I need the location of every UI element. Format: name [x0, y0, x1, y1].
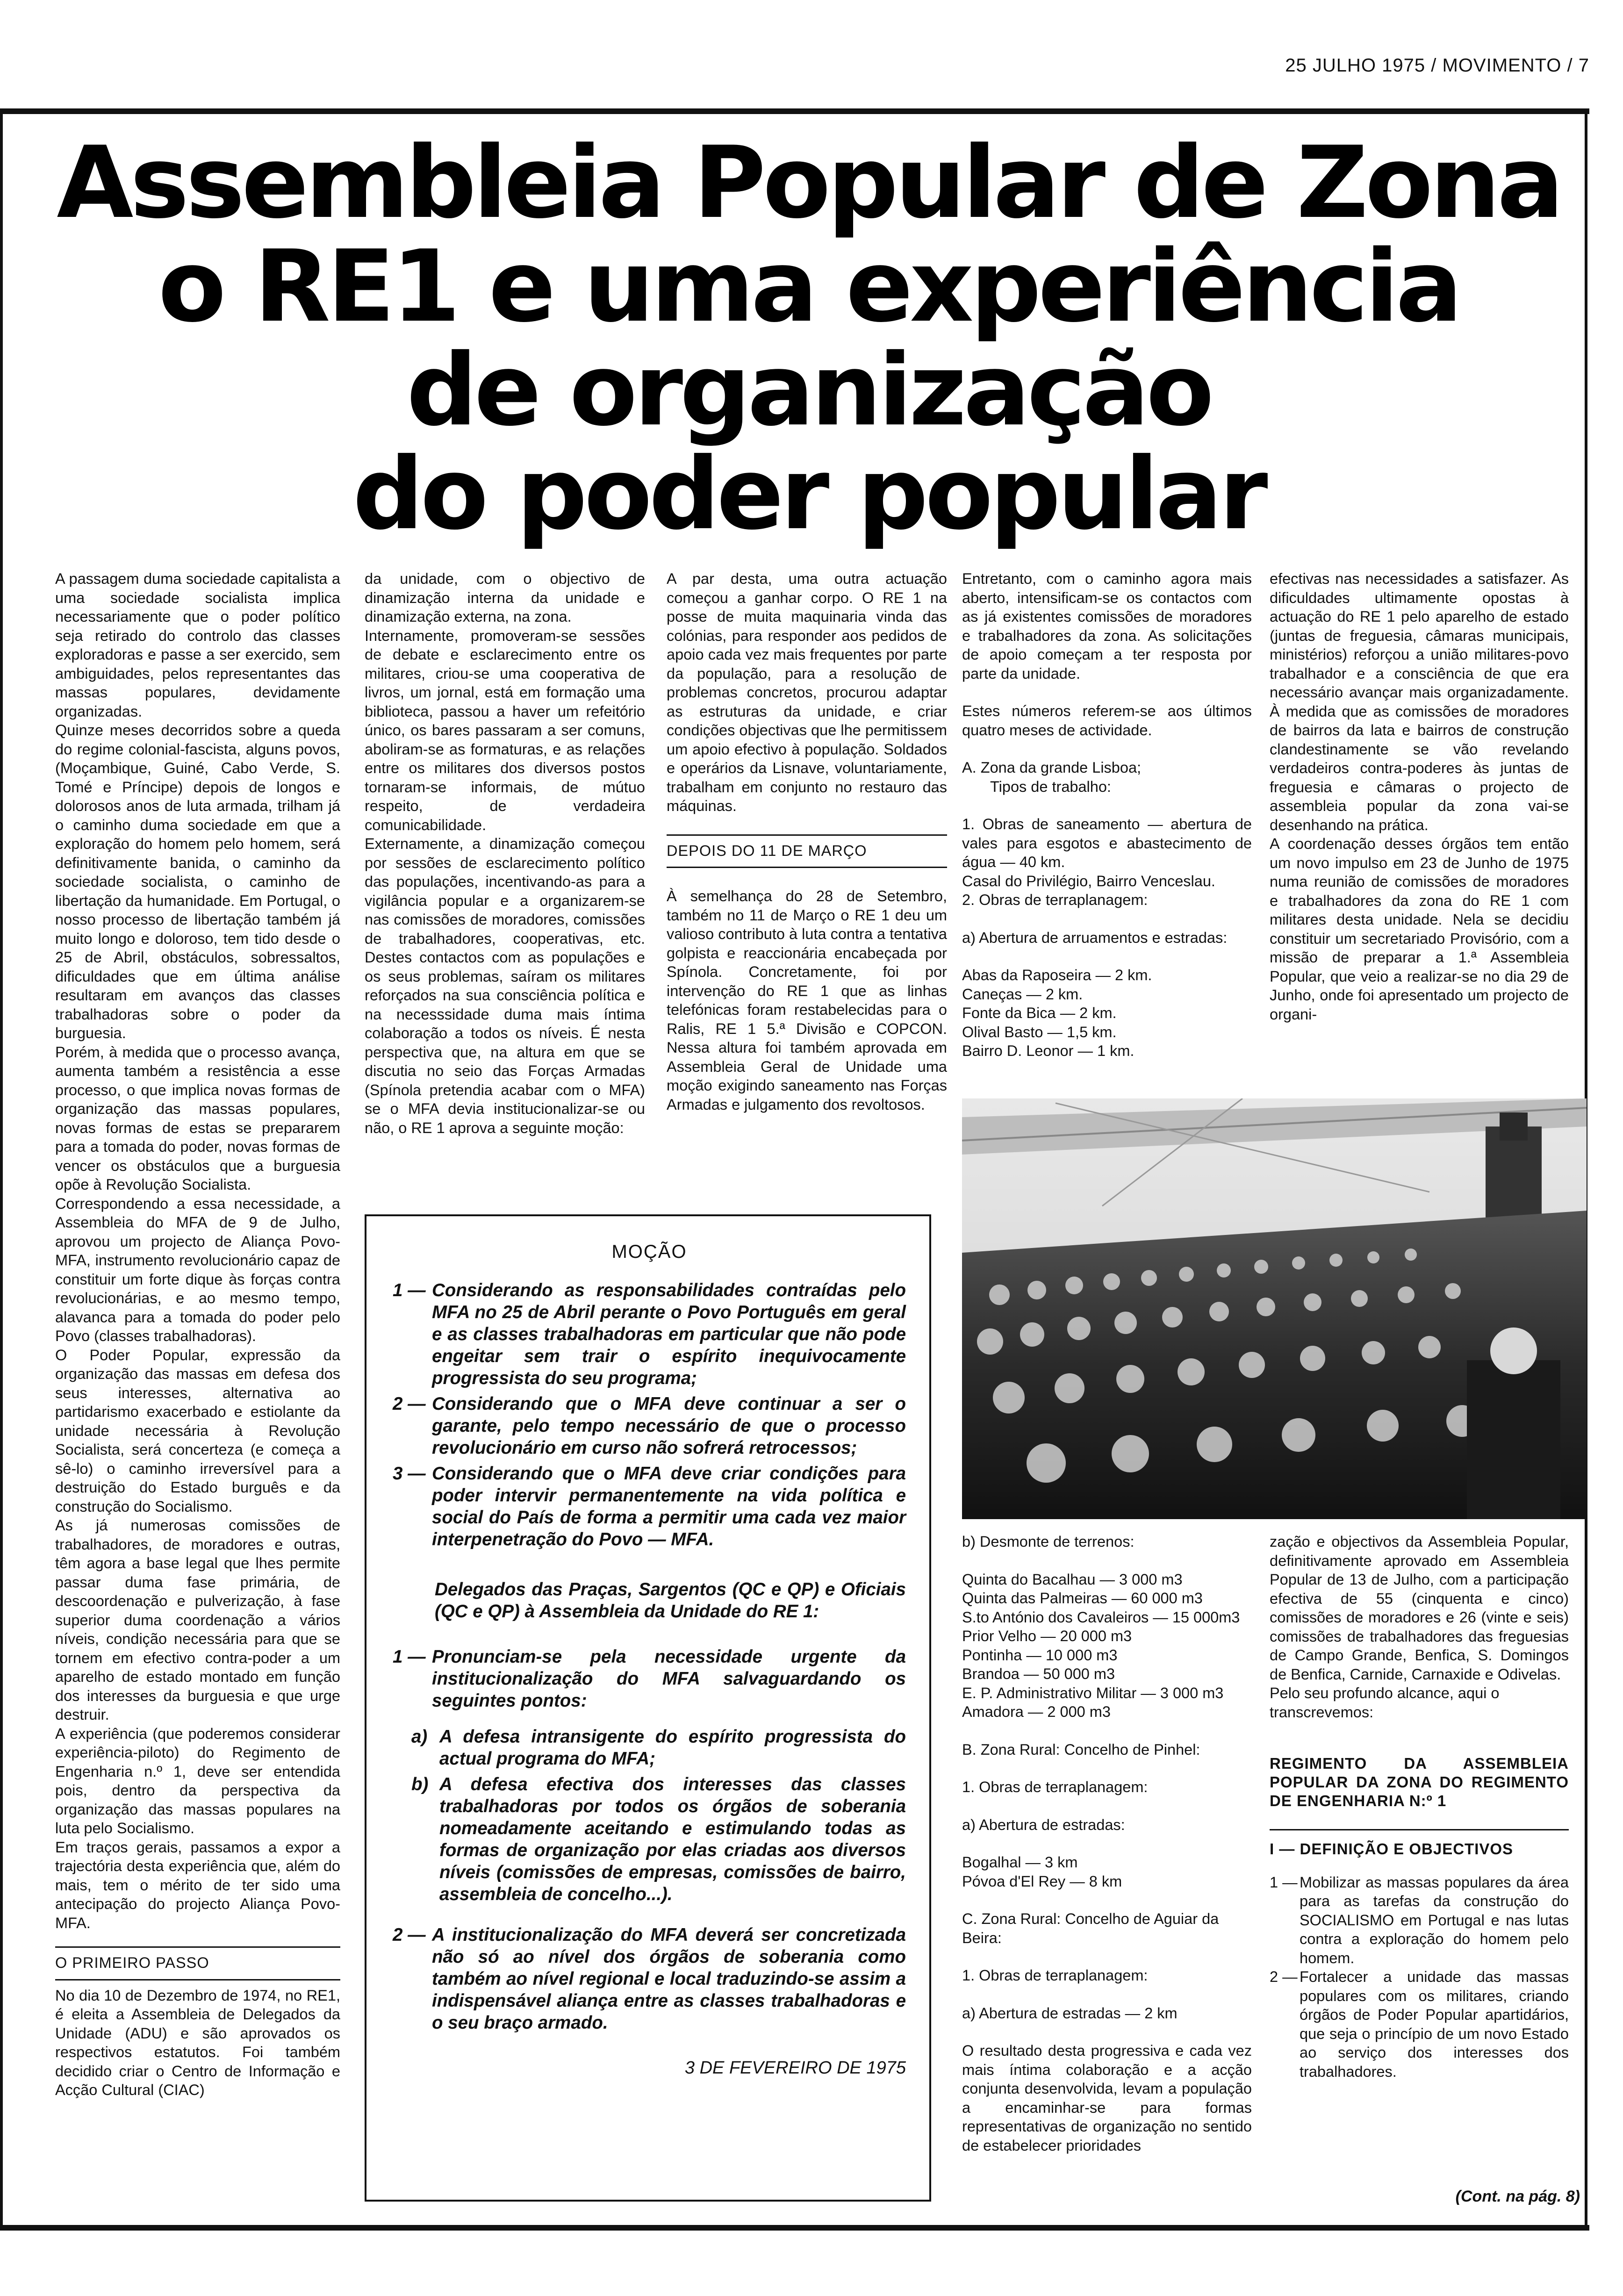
- col4-road: Fonte da Bica — 2 km.: [962, 1004, 1117, 1021]
- col4-paragraph: Entretanto, com o caminho agora mais aberto, intensificam-se os contactos com as já existentes comissões de moradores e trabalhadores da zona. As solicitações de apoio começam a ter resposta por parte da unidade.: [962, 570, 1252, 682]
- col4-site: Prior Velho — 20 000 m3: [962, 1628, 1132, 1644]
- left-border: [0, 108, 3, 2231]
- col4-paragraph: Estes números referem-se aos últimos quatro meses de actividade.: [962, 703, 1252, 739]
- col5-paragraph: A coordenação desses órgãos tem então um novo impulso em 23 de Junho de 1975 numa reunião de comissões de moradores e trabalhadores da zona do RE 1 com militares desta unidade. Nela se decidiu constituir um secretariado Provisório, com a missão de preparar a 1.ª Assembleia Popular, que veio a realizar-se no dia 29 de Junho, onde foi apresentado um projecto de organi-: [1270, 835, 1569, 1023]
- headline: [28, 125, 1589, 552]
- mocao-delegates: Delegados das Praças, Sargentos (QC e QP) e Oficiais (QC e QP) à Assembleia da Unidade do RE 1:: [435, 1579, 906, 1622]
- col4-item: 1. Obras de terraplanagem:: [962, 1779, 1148, 1795]
- col4-subitem: a) Abertura de estradas — 2 km: [962, 2004, 1178, 2022]
- col1-paragraph: A passagem duma sociedade capitalista a uma sociedade socialista implica necessariamente que o poder político seja retirado do controlo das classes exploradoras e passe a ser exercido, sem ambiguidades, pelos representantes das massas populares, devidamente organizadas.: [55, 570, 340, 720]
- mocao-item: [393, 1924, 906, 2034]
- regimento-item-text: Mobilizar as massas populares da área para as tarefas da construção do SOCIALISMO em Portugal e nas lutas contra a exploração do homem pelo homem.: [1300, 1873, 1569, 1966]
- mocao-item: [393, 1393, 906, 1459]
- mocao-item: [393, 1646, 906, 1712]
- col4-site: S.to António dos Cavaleiros — 15 000m3: [962, 1608, 1240, 1626]
- headline-line-1: Assembleia Popular de Zona: [57, 125, 1561, 240]
- col2-paragraph: Internamente, promoveram-se sessões de debate e esclarecimento entre os militares, criou-se uma cooperativa de livros, um jornal, está em formação uma biblioteca, passou a haver um refeitório único, os bares passaram a ser comuns, aboliram-se as formaturas, e as relações entre os militares dos diversos postos tornaram-se informais, de mútuo respeito, de verdadeira comunicabilidade.: [365, 627, 645, 833]
- col3-paragraph: A par desta, uma outra actuação começou a ganhar corpo. O RE 1 na posse de muita maquinaria vinda das colónias, para responder aos pedidos de apoio cada vez mais frequentes por parte da população, para a resolução de problemas concretos, procurou adaptar as estruturas da unidade, e criar condições objectivas que lhe permitissem um apoio efectivo à população. Soldados e operários da Lisnave, voluntariamente, trabalham em conjunto no restauro das máquinas.: [667, 570, 947, 814]
- col5-separator: [1270, 1829, 1569, 1830]
- col3-separator: [667, 867, 947, 868]
- regimento-title: REGIMENTO DA ASSEMBLEIA POPULAR DA ZONA DO REGIMENTO DE ENGENHARIA N:º 1: [1270, 1755, 1569, 1809]
- col3-separator: [667, 834, 947, 836]
- mocao-item-number: 2 —: [393, 1394, 426, 1414]
- regimento-item-number: 1 —: [1270, 1873, 1298, 1891]
- continued-note: (Cont. na pág. 8): [1455, 2188, 1580, 2205]
- mocao-subitem: [411, 1773, 906, 1905]
- col5-paragraph: efectivas nas necessidades a satisfazer. As dificuldades ultimamente opostas à actuação do RE 1 pelo aparelho de estado (juntas de freguesia, câmaras municipais, ministérios) reforçou a união militares-povo trabalhador e a consciência de que era necessário avançar mais organizadamente. À medida que as comissões de moradores de bairros da lata e bairros de construção clandestinamente se vão revelando verdadeiros contra-poderes às juntas de freguesia e câmaras o projecto de assembleia popular da zona vai-se desenhando na prática.: [1270, 570, 1569, 833]
- mocao-subitem: [411, 1726, 906, 1770]
- col4-item: 2. Obras de terraplanagem:: [962, 891, 1148, 908]
- col4-subitem: b) Desmonte de terrenos:: [962, 1533, 1135, 1550]
- col4-road: Abas da Raposeira — 2 km.: [962, 967, 1152, 983]
- column-5-top: [1270, 569, 1569, 1093]
- mocao-title: MOÇÃO: [611, 1241, 687, 1262]
- col4-zone-a: A. Zona da grande Lisboa;: [962, 759, 1142, 776]
- mocao-item-number: 1 —: [393, 1280, 426, 1300]
- column-3: [667, 569, 947, 1205]
- mocao-item-number: 2 —: [393, 1925, 426, 1945]
- col1-paragraph: Em traços gerais, passamos a expor a trajectória desta experiência que, além do mais, tem o mérito de ter sido uma antecipação do projecto Aliança Povo-MFA.: [55, 1838, 340, 1931]
- col4-subitem: a) Abertura de arruamentos e estradas:: [962, 929, 1228, 946]
- col1-paragraph: Quinze meses decorridos sobre a queda do regime colonial-fascista, alguns povos, (Moçambique, Guiné, Cabo Verde, S. Tomé e Príncipe) depois de longos e dolorosos anos de luta armada, trilham já o caminho duma sociedade em que a exploração do homem pelo homem, será definitivamente banida, o caminho da sociedade socialista, o caminho de libertação da humanidade. Em Portugal, o nosso processo de libertação também já muito longo e doloroso, tem tido desde o 25 de Abril, obstáculos, sobressaltos, dificuldades que em última análise resultaram em avanços das classes trabalhadoras sobre o poder da burguesia.: [55, 722, 340, 1041]
- regimento-section: I — DEFINIÇÃO E OBJECTIVOS: [1270, 1840, 1514, 1858]
- col1-paragraph: Porém, à medida que o processo avança, aumenta também a resistência a esse processo, o que implica novas formas de organização das massas populares, novas formas de estas se prepararem para a tomada do poder, novas formas de vencer os obstáculos que a burguesia opõe à Revolução Socialista.: [55, 1043, 340, 1193]
- column-2: [365, 569, 645, 1205]
- page-folio: 25 JULHO 1975 / MOVIMENTO / 7: [1285, 55, 1589, 76]
- mocao-item-text: Considerando que o MFA deve continuar a ser o garante, pelo tempo necessário de que o processo revolucionário em curso não sofrerá retrocessos;: [432, 1394, 906, 1458]
- column-4-bottom: [962, 1532, 1252, 2219]
- col2-paragraph: Externamente, a dinamização começou por sessões de esclarecimento político das populações, incentivando-as para a vigilância popular e a organizarem-se nas comissões de moradores, comissões de trabalhadores, cooperativas, etc. Destes contactos com as populações e os seus problemas, saíram os militares reforçados na sua consciência política e na necesssidade duma mais íntima colaboração a todos os níveis. É nesta perspectiva que, na altura em que se discutia no seio das Forças Armadas (Spínola pretendia acabar com o MFA) se o MFA devia institucionalizar-se ou não, o RE 1 aprova a seguinte moção:: [365, 835, 645, 1136]
- mocao-item-text: Pronunciam-se pela necessidade urgente da institucionalização do MFA salvaguardando os seguintes pontos:: [432, 1647, 906, 1711]
- col4-subitem: a) Abertura de estradas:: [962, 1816, 1125, 1833]
- regimento-item: [1270, 1967, 1569, 2081]
- col3-paragraph: À semelhança do 28 de Setembro, também no 11 de Março o RE 1 deu um valioso contributo à luta contra a tentativa golpista e reaccionária encabeçada por Spínola. Concretamente, foi por intervenção do RE 1 que as linhas telefónicas foram restabelecidas para o Ralis, RE 1 5.ª Divisão e COPCON. Nessa altura foi também aprovada em Assembleia Geral de Unidade uma moção exigindo saneamento nas Forças Armadas e julgamento dos revoltosos.: [667, 888, 947, 1113]
- col4-zone-a-sub: Tipos de trabalho:: [990, 778, 1111, 795]
- col4-road: Póvoa d'El Rey — 8 km: [962, 1873, 1122, 1890]
- col1-separator: [55, 1979, 340, 1980]
- col2-paragraph: da unidade, com o objectivo de dinamização interna da unidade e dinamização externa, na zona.: [365, 570, 645, 625]
- regimento-item: [1270, 1873, 1569, 1968]
- col4-paragraph: O resultado desta progressiva e cada vez mais íntima colaboração e a acção conjunta desenvolvida, levam a população a encaminhar-se para formas representativas de organização no sentido de estabelecer prioridades: [962, 2042, 1252, 2154]
- column-1: [55, 569, 340, 2219]
- col3-subhead: DEPOIS DO 11 DE MARÇO: [667, 842, 867, 859]
- col1-subhead: O PRIMEIRO PASSO: [55, 1954, 209, 1971]
- col1-paragraph: A experiência (que poderemos considerar experiência-piloto) do Regimento de Engenharia n.º 1, deve ser entendida pois, dentro da perspectiva da organização das massas populares na luta pelo Socialismo.: [55, 1725, 340, 1837]
- col4-site: Quinta das Palmeiras — 60 000 m3: [962, 1590, 1203, 1607]
- col4-road: Bairro D. Leonor — 1 km.: [962, 1042, 1135, 1059]
- col1-separator: [55, 1946, 340, 1948]
- col4-zone-c: C. Zona Rural: Concelho de Aguiar da Beira:: [962, 1910, 1219, 1946]
- col5-paragraph: Pelo seu profundo alcance, aqui o transcrevemos:: [1270, 1685, 1500, 1721]
- column-5-bottom: [1270, 1532, 1569, 2182]
- mocao-subitem-letter: a): [411, 1727, 428, 1747]
- headline-line-2: o RE1 e uma experiência: [158, 229, 1459, 344]
- col4-site: Quinta do Bacalhau — 3 000 m3: [962, 1571, 1183, 1588]
- col4-road: Olival Basto — 1,5 km.: [962, 1023, 1117, 1040]
- mocao-box: [365, 1214, 931, 2202]
- bottom-rule: [0, 2225, 1589, 2231]
- col1-paragraph: No dia 10 de Dezembro de 1974, no RE1, é eleita a Assembleia de Delegados da Unidade (ADU) e são aprovados os respectivos estatutos. Foi também decidido criar o Centro de Informação e Acção Cultural (CIAC): [55, 1987, 340, 2098]
- mocao-subitem-text: A defesa efectiva dos interesses das classes trabalhadoras por todos os órgãos de soberania nomeadamente aceitando e estimulando todas as formas de organização por elas criadas aos diversos níveis (comissões de empresas, comissões de bairro, assembleia de concelho...).: [439, 1774, 906, 1904]
- mocao-item: [393, 1463, 906, 1550]
- col4-road: Caneças — 2 km.: [962, 985, 1083, 1003]
- assembly-photo-image: [962, 1098, 1587, 1519]
- mocao-subitem-text: A defesa intransigente do espírito progressista do actual programa do MFA;: [439, 1727, 906, 1769]
- top-rule: [0, 108, 1589, 114]
- mocao-subitem-letter: b): [411, 1774, 429, 1794]
- col4-site: Amadora — 2 000 m3: [962, 1703, 1111, 1720]
- col4-site: Brandoa — 50 000 m3: [962, 1665, 1115, 1682]
- mocao-item-number: 1 —: [393, 1647, 426, 1667]
- mocao-item: [393, 1279, 906, 1389]
- col4-item-place: Casal do Privilégio, Bairro Venceslau.: [962, 872, 1215, 890]
- col4-zone-b: B. Zona Rural: Concelho de Pinhel:: [962, 1741, 1200, 1758]
- headline-line-3: de organização: [406, 332, 1211, 448]
- regimento-item-text: Fortalecer a unidade das massas populares com os militares, criando órgãos de Poder Popular apartidários, que seja o princípio de um novo Estado ao serviço dos interesses dos trabalhadores.: [1300, 1968, 1569, 2080]
- col4-item: 1. Obras de saneamento — abertura de vales para esgotos e abastecimento de água — 40 km.: [962, 816, 1252, 870]
- assembly-photo: [962, 1098, 1587, 1519]
- mocao-item-text: A institucionalização do MFA deverá ser concretizada não só ao nível dos órgãos de soberania como também ao nível regional e local traduzindo-se assim a indispensável aliança entre as classes trabalhadoras e o seu braço armado.: [432, 1925, 906, 2033]
- col5-paragraph: zação e objectivos da Assembleia Popular, definitivamente aprovado em Assembleia Popular de 13 de Julho, com a participação efectiva de 55 (cinquenta e cinco) comissões de moradores e 26 (vinte e seis) comissões de trabalhadores das freguesias de Campo Grande, Benfica, S. Domingos de Benfica, Carnide, Carnaxide e Odivelas.: [1270, 1533, 1569, 1683]
- headline-line-4: do poder popular: [352, 436, 1265, 552]
- mocao-date: 3 DE FEVEREIRO DE 1975: [684, 2058, 906, 2078]
- mocao-item-number: 3 —: [393, 1464, 426, 1484]
- column-4-top: [962, 569, 1252, 1093]
- mocao-item-text: Considerando que o MFA deve criar condições para poder intervir permanentemente na vida política e social do País de forma a permitir uma cada vez maior interpenetração do Povo — MFA.: [432, 1464, 906, 1550]
- col1-paragraph: Correspondendo a essa necessidade, a Assembleia do MFA de 9 de Julho, aprovou um projecto de Aliança Povo-MFA, instrumento revolucionário capaz de constituir um forte dique às forças contra revolucionárias, e ao mesmo tempo, alavanca para a tomada do poder pelo Povo (classes trabalhadoras).: [55, 1195, 340, 1344]
- col1-paragraph: O Poder Popular, expressão da organização das massas em defesa dos seus interesses, alternativa ao partidarismo exacerbado e estiolante da unidade necessária à Revolução Socialista, será concerteza (e começa a sê-lo) o caminho irreversível para a destruição do Estado burguês e da construção do Socialismo.: [55, 1346, 340, 1515]
- regimento-item-number: 2 —: [1270, 1968, 1298, 1985]
- col1-paragraph: As já numerosas comissões de trabalhadores, de moradores e outras, têm agora a base legal que lhes permite passar duma fase primária, de descoordenação e pulverização, à fase superior duma coordenação a vários níveis, condição necessária para que se tornem em efectivo contra-poder a um aparelho de estado montado em função dos interesses da burguesia e que urge destruir.: [55, 1517, 340, 1723]
- col4-site: E. P. Administrativo Militar — 3 000 m3: [962, 1684, 1224, 1701]
- col4-site: Pontinha — 10 000 m3: [962, 1646, 1118, 1664]
- col4-item: 1. Obras de terraplanagem:: [962, 1967, 1148, 1984]
- col4-road: Bogalhal — 3 km: [962, 1854, 1078, 1871]
- mocao-item-text: Considerando as responsabilidades contraídas pelo MFA no 25 de Abril perante o Povo Português em geral e as classes trabalhadoras em particular que não pode engeitar sem trair o espírito inequivocamente progressista do seu programa;: [432, 1280, 906, 1388]
